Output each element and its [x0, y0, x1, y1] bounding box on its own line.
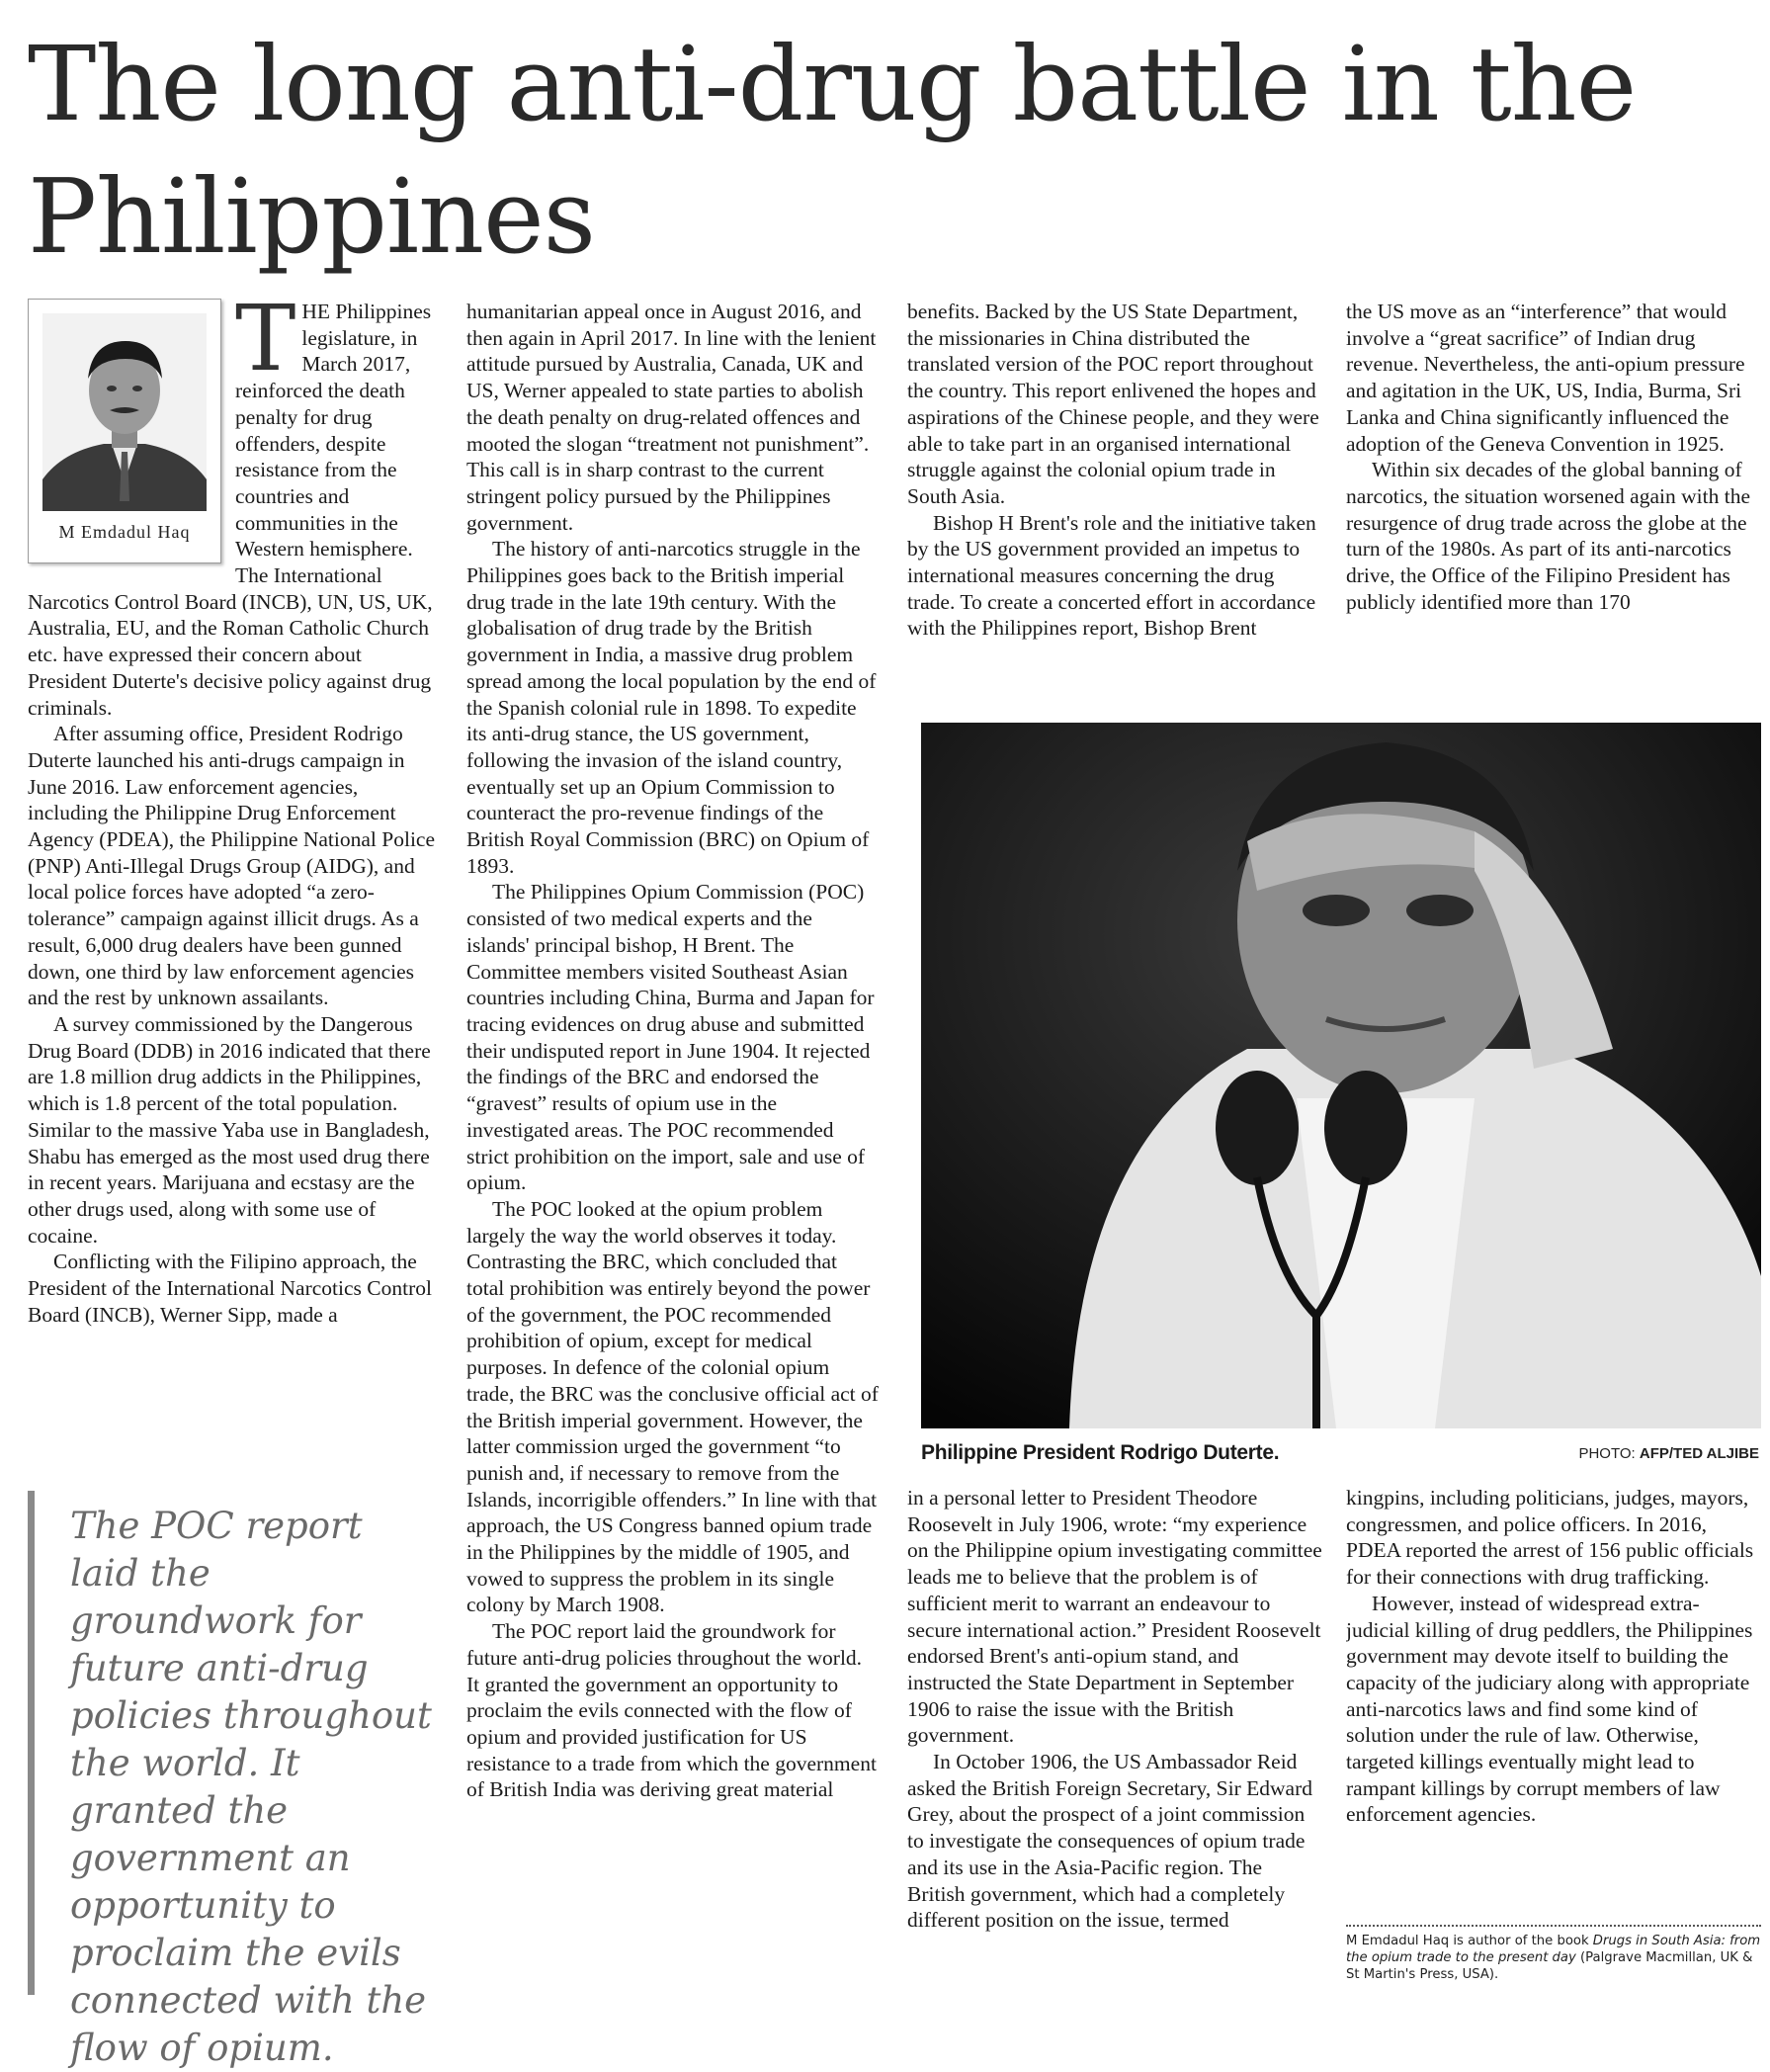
paragraph: Conflicting with the Filipino approach, the President of the International Narcotics Control Board (INCB), Werner Sipp, made a — [28, 1250, 432, 1327]
paragraph: In October 1906, the US Ambassador Reid asked the British Foreign Secretary, Sir Edward Grey, about the prospect of a joint commission to investigate the consequences of opium trade and its use in the Asia-Pacific region. The British government, which had a completely different position on the issue, termed — [907, 1750, 1312, 1933]
paragraph: Bishop H Brent's role and the initiative taken by the US government provided an impetus to international measures concerning the drug trade. To create a concerted effort in accordance with the Philippines report, Bishop Brent — [907, 510, 1316, 641]
article-column-4-top — [1346, 299, 1761, 699]
paragraph: The POC report laid the groundwork for future anti-drug policies throughout the world. It granted the government an opportunity to proclaim the evils connected with the flow of opium and provided justification for US resistance to a trade from which the government of British India was deriving great material — [466, 1619, 877, 1802]
author-box — [28, 299, 221, 563]
bio-prefix: M Emdadul Haq is author of the book — [1346, 1934, 1593, 1948]
article-column-2 — [466, 299, 880, 2001]
author-bio — [1346, 1925, 1761, 2002]
bio-suffix: (Palgrave Macmillan, UK & St Martin's Press, USA). — [1346, 1950, 1753, 1982]
article-column-1 — [28, 299, 439, 1465]
paragraph: The history of anti-narcotics struggle in the Philippines goes back to the British imperial drug trade in the late 19th century. With the globalisation of drug trade by the British government in India, a massive drug problem spread among the local population by the end of the Spanish colonial rule in 1898. To expedite its anti-drug stance, the US government, following the invasion of the island country, eventually set up an Opium Commission to counteract the pro-revenue findings of the British Royal Commission (BRC) on Opium of 1893. — [466, 537, 877, 878]
author-name: M Emdadul Haq — [58, 522, 191, 542]
paragraph: in a personal letter to President Theodore Roosevelt in July 1906, wrote: “my experience on the Philippine opium investigating committee leads me to believe that the problem is of sufficient merit to warrant an endeavour to secure international action.” President Roosevelt endorsed Brent's anti-opium stand, and instructed the State Department in September 1906 to raise the issue with the British government. — [907, 1486, 1322, 1748]
bio-book-title: Drugs in South Asia: from the opium trade to the present day — [1346, 1934, 1761, 1965]
paragraph: The Philippines Opium Commission (POC) consisted of two medical experts and the islands' principal bishop, H Brent. The Committee members visited Southeast Asian countries including China, Burma and Japan for tracing evidences on drug abuse and submitted their undisputed report in June 1904. It rejected the findings of the BRC and endorsed the “gravest” results of opium use in the investigated areas. The POC recommended strict prohibition on the import, sale and use of opium. — [466, 880, 875, 1195]
photo-credit — [1578, 1445, 1759, 1462]
paragraph: However, instead of widespread extra-judicial killing of drug peddlers, the Philippines government may devote itself to building the capacity of the judiciary along with appropriate anti-narcotics laws and find some kind of solution under the rule of law. Otherwise, targeted killings eventually might lead to rampant killings by corrupt members of law enforcement agencies. — [1346, 1591, 1753, 1827]
paragraph: After assuming office, President Rodrigo Duterte launched his anti-drugs campaign in June 2016. Law enforcement agencies, including the Philippine Drug Enforcement Agency (PDEA), the Philippine National Police (PNP) Anti-Illegal Drugs Group (AIDG), and local police forces have adopted “a zero-tolerance” campaign against illicit drugs. As a result, 6,000 drug dealers have been gunned down, one third by law enforcement agencies and the rest by unknown assailants. — [28, 722, 436, 1010]
article-column-3-top — [907, 299, 1322, 699]
paragraph: humanitarian appeal once in August 2016, and then again in April 2017. In line with the lenient attitude pursued by Australia, Canada, UK and US, Werner appealed to state parties to abolish the death penalty on drug-related offences and mooted the slogan “treatment not punishment”. This call is in sharp contrast to the current stringent policy pursued by the Philippines government. — [466, 300, 877, 535]
duterte-photo-icon — [921, 723, 1761, 1428]
drop-cap: T — [235, 299, 296, 391]
credit-label: PHOTO: — [1578, 1445, 1636, 1462]
paragraph: A survey commissioned by the Dangerous Drug Board (DDB) in 2016 indicated that there are 1.8 million drug addicts in the Philippines, which is 1.8 percent of the total population. Similar to the massive Yaba use in Bangladesh, Shabu has emerged as the most used drug there in recent years. Marijuana and ecstasy are the other drugs used, along with some use of cocaine. — [28, 1011, 431, 1248]
paragraph: The POC looked at the opium problem largely the way the world observes it today. Contrasting the BRC, which concluded that total prohibition was entirely beyond the power of the government, the POC recommended prohibition of opium, except for medical purposes. In defence of the colonial opium trade, the BRC was the conclusive official act of the British imperial government. However, the latter commission urged the government “to punish and, if necessary to remove from the Islands, incorrigible offenders.” In line with that approach, the US Congress banned opium trade in the Philippines by the middle of 1905, and vowed to suppress the problem in its single colony by March 1908. — [466, 1196, 879, 1617]
photo-caption — [921, 1439, 1761, 1469]
article-column-3-bottom — [907, 1485, 1322, 2003]
news-photo — [921, 723, 1761, 1428]
paragraph: kingpins, including politicians, judges, mayors, congressmen, and police officers. In 2016, PDEA reported the arrest of 156 public officials for their connections with drug trafficking. — [1346, 1486, 1754, 1590]
author-portrait-icon — [42, 313, 207, 511]
headline: The long anti-drug battle in the Philippines — [28, 24, 1637, 277]
paragraph: benefits. Backed by the US State Department, the missionaries in China distributed the translated version of the POC report throughout the country. This report enlivened the hopes and aspirations of the Chinese people, and they were able to take part in an organised international struggle against the colonial opium trade in South Asia. — [907, 300, 1319, 508]
paragraph: Within six decades of the global banning of narcotics, the situation worsened again with the resurgence of drug trade across the globe at the turn of the 1980s. As part of its anti-narcotics drive, the Office of the Filipino President has publicly identified more than 170 — [1346, 458, 1750, 614]
credit-name: AFP/TED ALJIBE — [1639, 1445, 1759, 1462]
pull-quote: The POC report laid the groundwork for future anti-drug policies throughout the world. It granted the government an opportunity to proclaim the evils connected with the flow of opium. — [28, 1491, 439, 1995]
article-column-4-bottom — [1346, 1485, 1761, 1922]
caption-text: Philippine President Rodrigo Duterte. — [921, 1441, 1280, 1464]
paragraph: the US move as an “interference” that would involve a “great sacrifice” of Indian drug revenue. Nevertheless, the anti-opium pressure and agitation in the UK, US, India, Burma, Sri Lanka and China significantly influenced the adoption of the Geneva Convention in 1925. — [1346, 300, 1745, 456]
paragraph: HE Philippines legislature, in March 2017, reinforced the death penalty for drug offenders, despite resistance from the countries and communities in the Western hemisphere. The International Narcotics Control Board (INCB), UN, US, UK, Australia, EU, and the Roman Catholic Church etc. have expressed their concern about President Duterte's decisive policy against drug criminals. — [28, 300, 433, 720]
